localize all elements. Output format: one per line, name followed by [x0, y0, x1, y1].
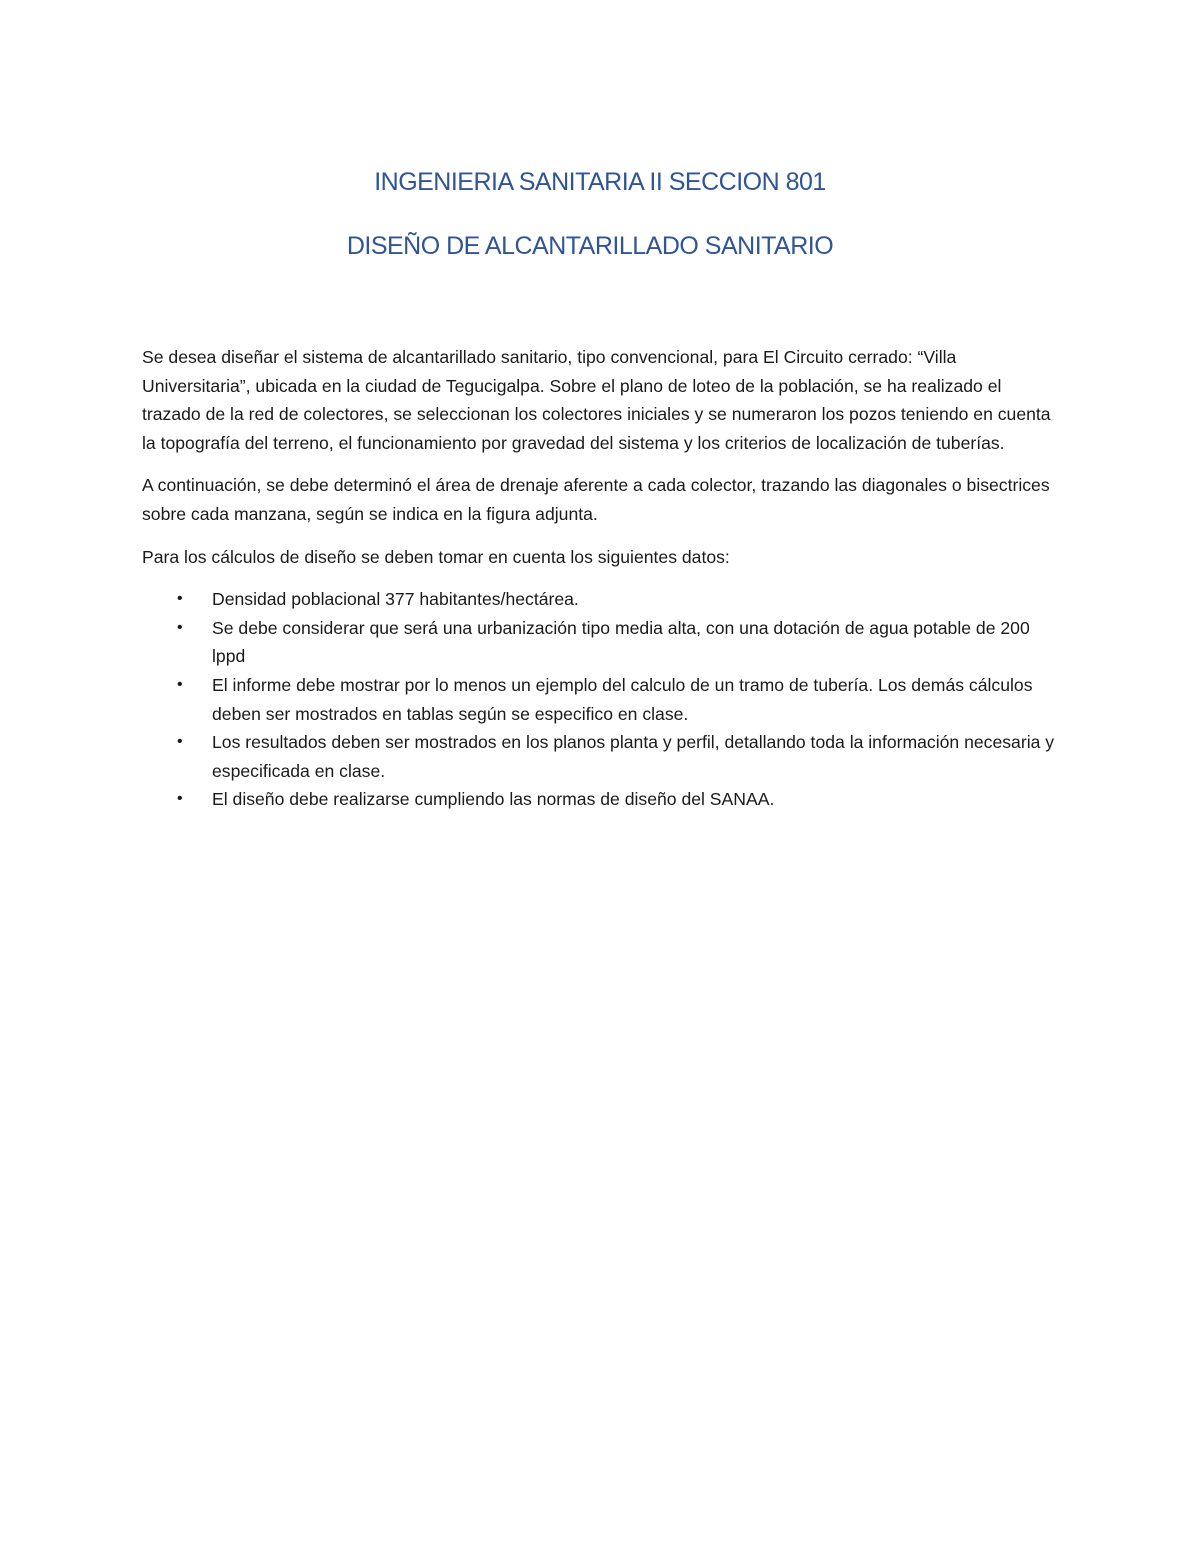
requirements-list	[142, 585, 1062, 814]
list-item	[142, 585, 1062, 614]
bullet-icon: •	[177, 733, 183, 751]
paragraph-intro: Se desea diseñar el sistema de alcantarillado sanitario, tipo convencional, para El Circuito cerrado: “Villa Universitaria”, ubicada en la ciudad de Tegucigalpa. Sobre el plano de loteo de la población, se ha realizado el trazado de la red de colectores, se seleccionan los colectores iniciales y se numeraron los pozos teniendo en cuenta la topografía del terreno, el funcionamiento por gravedad del sistema y los criterios de localización de tuberías.	[142, 347, 1051, 453]
paragraph-drainage: A continuación, se debe determinó el área de drenaje aferente a cada colector, trazando las diagonales o bisectrices sobre cada manzana, según se indica en la figura adjunta.	[142, 475, 1050, 524]
list-item-text: El diseño debe realizarse cumpliendo las normas de diseño del SANAA.	[212, 789, 775, 810]
document-subtitle: DISEÑO DE ALCANTARILLADO SANITARIO	[346, 232, 834, 260]
list-item	[142, 785, 1062, 814]
bullet-icon: •	[177, 675, 183, 693]
document-title: INGENIERIA SANITARIA II SECCION 801	[374, 168, 826, 196]
list-item	[142, 671, 1062, 728]
list-item-text: El informe debe mostrar por lo menos un ejemplo del calculo de un tramo de tubería. Los demás cálculos deben ser mostrados en tablas según se especifico en clase.	[212, 674, 1033, 724]
list-item	[142, 614, 1062, 671]
list-item-text: Se debe considerar que será una urbanización tipo media alta, con una dotación de agua potable de 200 lppd	[212, 617, 1030, 667]
document-body	[142, 343, 1062, 814]
paragraph-data-intro: Para los cálculos de diseño se deben tomar en cuenta los siguientes datos:	[142, 546, 730, 567]
bullet-icon: •	[177, 790, 183, 808]
list-item	[142, 728, 1062, 785]
list-item-text: Los resultados deben ser mostrados en los planos planta y perfil, detallando toda la información necesaria y especificada en clase.	[212, 732, 1055, 781]
bullet-icon: •	[177, 590, 183, 608]
bullet-icon: •	[177, 618, 183, 636]
list-item-text: Densidad poblacional 377 habitantes/hectárea.	[212, 589, 579, 610]
